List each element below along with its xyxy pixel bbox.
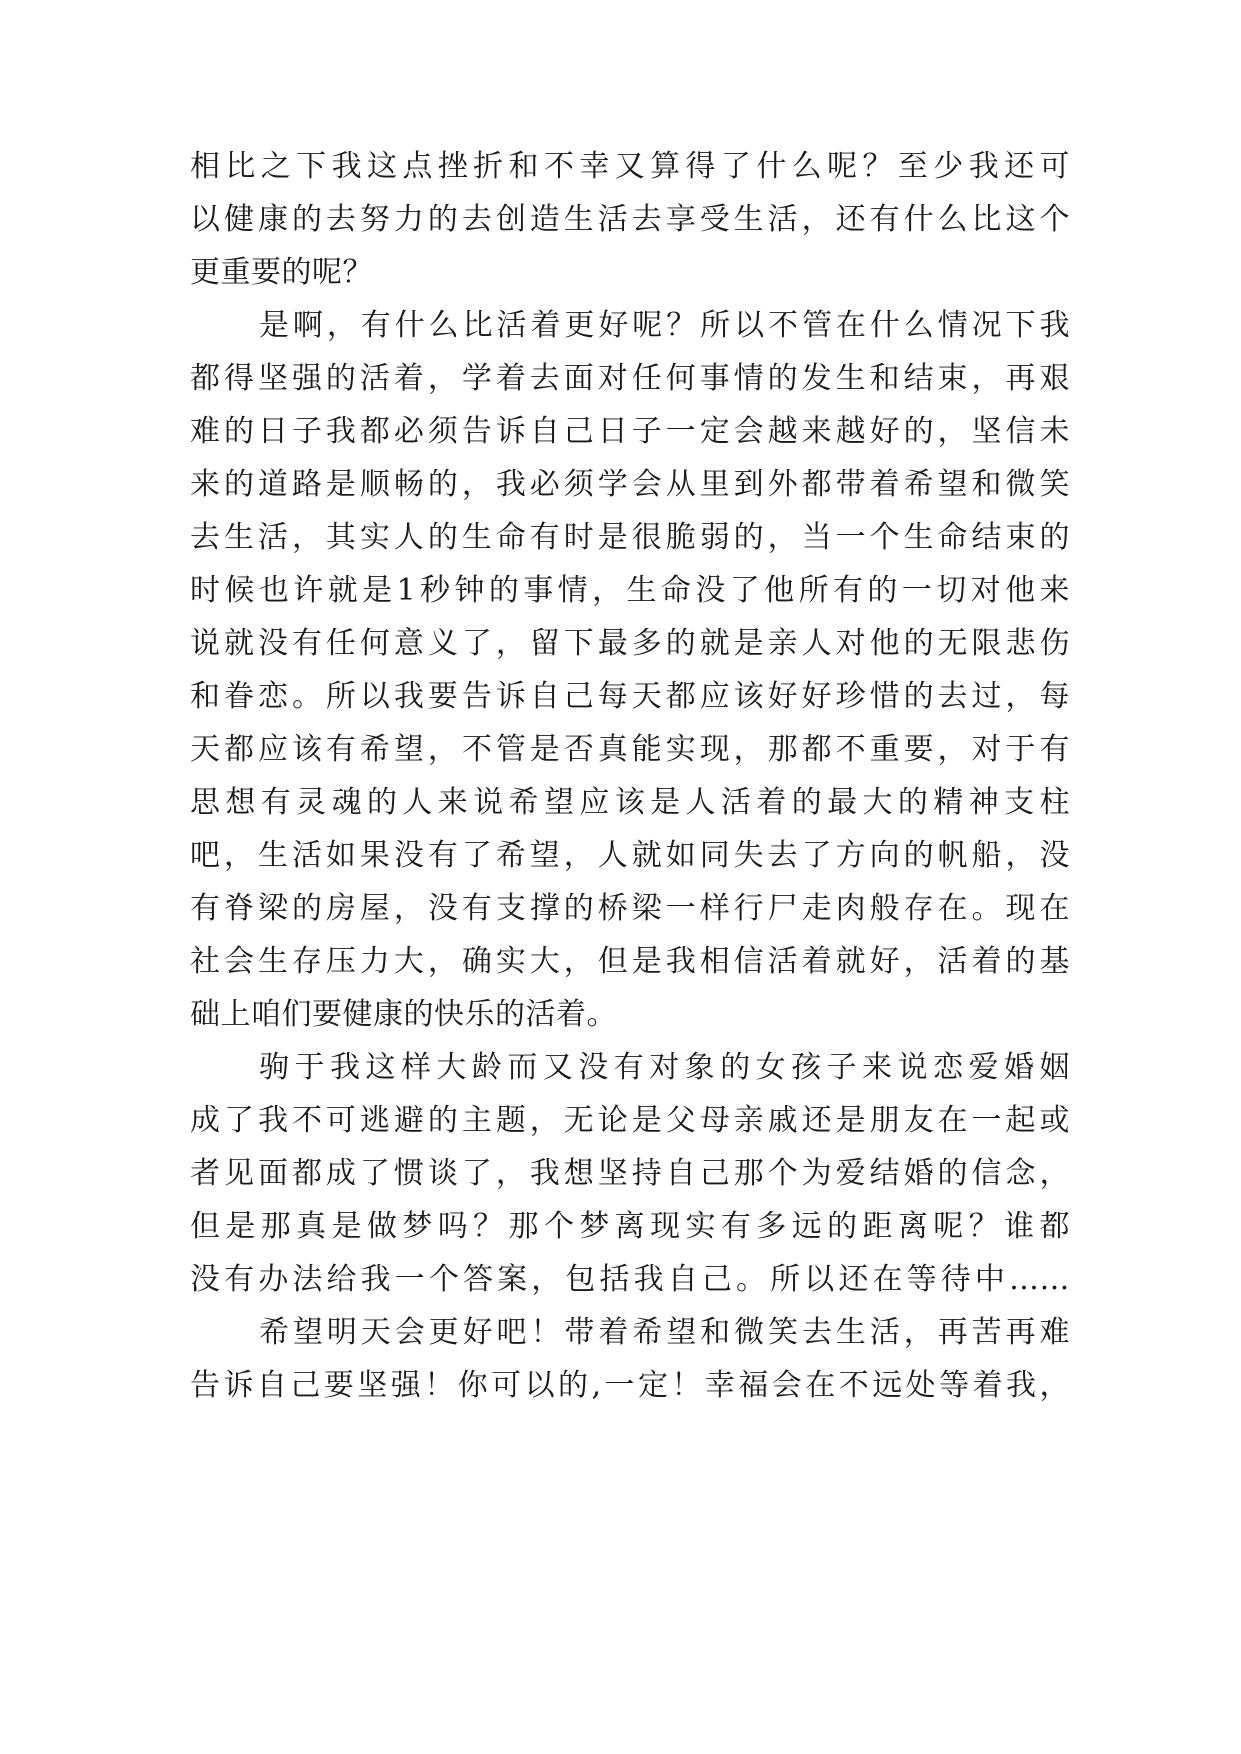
text-line: 告诉自己要坚强！你可以的,一定！幸福会在不远处等着我， bbox=[190, 1368, 1070, 1403]
text-line: 吧，生活如果没有了希望，人就如同失去了方向的帆船，没 bbox=[190, 838, 1070, 873]
text-line: 说就没有任何意义了，留下最多的就是亲人对他的无限悲伤 bbox=[190, 626, 1070, 661]
text-line: 有脊梁的房屋，没有支撑的桥梁一样行尸走肉般存在。现在 bbox=[190, 891, 1070, 926]
text-line: 成了我不可逃避的主题，无论是父母亲戚还是朋友在一起或 bbox=[190, 1103, 1070, 1138]
text-line: 去生活，其实人的生命有时是很脆弱的，当一个生命结束的 bbox=[190, 520, 1070, 555]
paragraph-start-line: 驹于我这样大龄而又没有对象的女孩子来说恋爱婚姻 bbox=[259, 1050, 1070, 1085]
text-line: 没有办法给我一个答案，包括我自己。所以还在等待中…… bbox=[190, 1262, 1070, 1297]
text-line: 天都应该有希望，不管是否真能实现，那都不重要，对于有 bbox=[190, 732, 1070, 767]
paragraph-start-line: 是啊，有什么比活着更好呢？所以不管在什么情况下我 bbox=[259, 308, 1070, 343]
text-line: 和眷恋。所以我要告诉自己每天都应该好好珍惜的去过，每 bbox=[190, 679, 1070, 714]
text-line: 思想有灵魂的人来说希望应该是人活着的最大的精神支柱 bbox=[190, 785, 1070, 820]
text-line: 来的道路是顺畅的，我必须学会从里到外都带着希望和微笑 bbox=[190, 467, 1070, 502]
text-line: 更重要的呢？ bbox=[190, 255, 373, 290]
text-line: 难的日子我都必须告诉自己日子一定会越来越好的，坚信未 bbox=[190, 414, 1070, 449]
text-line: 社会生存压力大，确实大，但是我相信活着就好，活着的基 bbox=[190, 944, 1070, 979]
text-line: 但是那真是做梦吗？那个梦离现实有多远的距离呢？谁都 bbox=[190, 1209, 1070, 1244]
text-line: 者见面都成了惯谈了，我想坚持自己那个为爱结婚的信念， bbox=[190, 1156, 1070, 1191]
text-line: 都得坚强的活着，学着去面对任何事情的发生和结束，再艰 bbox=[190, 361, 1070, 396]
text-line: 以健康的去努力的去创造生活去享受生活，还有什么比这个 bbox=[190, 202, 1070, 237]
text-line: 时候也许就是1秒钟的事情，生命没了他所有的一切对他来 bbox=[190, 573, 1070, 608]
paragraph-start-line: 希望明天会更好吧！带着希望和微笑去生活，再苦再难 bbox=[259, 1315, 1070, 1350]
text-line: 础上咱们要健康的快乐的活着。 bbox=[190, 997, 617, 1032]
text-line: 相比之下我这点挫折和不幸又算得了什么呢？至少我还可 bbox=[190, 149, 1070, 184]
